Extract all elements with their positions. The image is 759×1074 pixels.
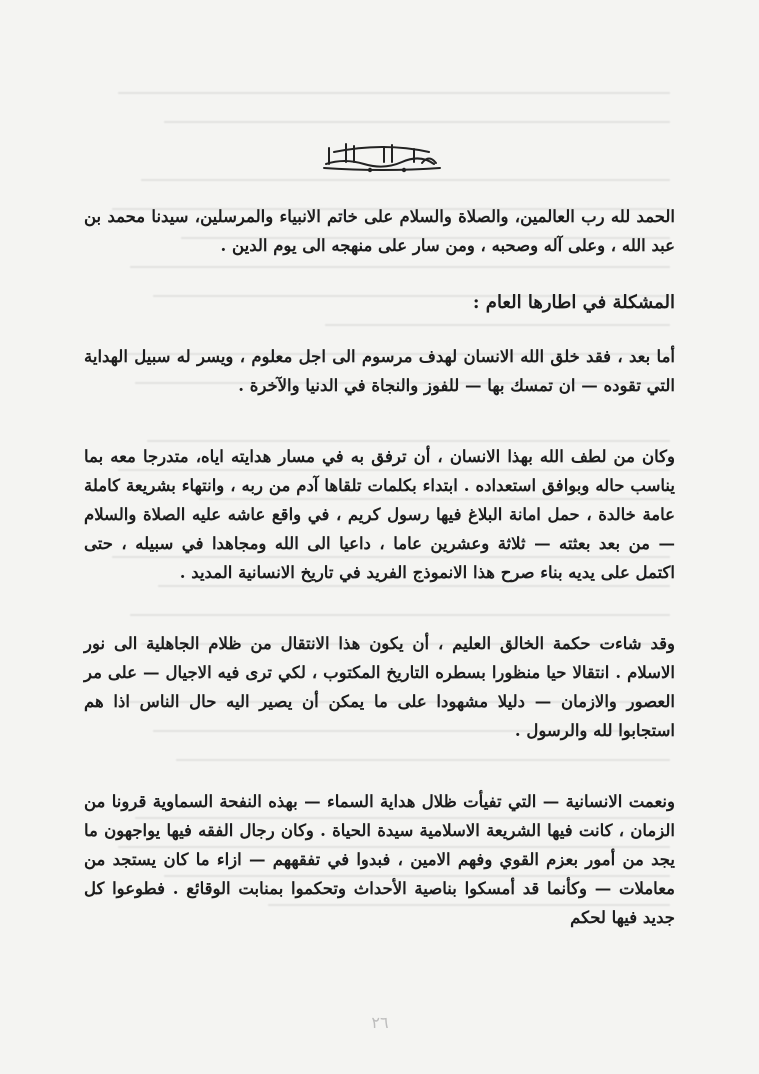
- page-text: [84, 140, 675, 960]
- paragraph-guidance: وكان من لطف الله بهذا الانسان ، أن ترفق به في مسار هدايته اياه، متدرجا معه بما يناسب حاله وبوافق استعداده . ابتداء بكلمات تلقاها آدم من ربه ، وانتهاء بشريعة كاملة عامة خالدة ، حمل امانة البلاغ فيها رسول كريم ، في واقع عاشه عليه الصلاة والسلام — من بعد بعثته — ثلاثة وعشرين عاما ، داعيا الى الله ومجاهدا في سبيله ، حتى اكتمل على يديه بناء صرح هذا الانموذج الفريد في تاريخ الانسانية المديد .: [84, 447, 675, 582]
- section-heading: المشكلة في اطارها العام :: [472, 292, 675, 313]
- svg-text:٢٦: ٢٦: [371, 1013, 389, 1032]
- paragraph-opening: الحمد لله رب العالمين، والصلاة والسلام على خاتم الانبياء والمرسلين، سيدنا محمد بن عبد الله ، وعلى آله وصحبه ، ومن سار على منهجه الى يوم الدين .: [84, 207, 675, 255]
- basmala-text: بسم الله الرحمن الرحيم: [374, 162, 386, 163]
- page-number-faint: [360, 1010, 400, 1034]
- paragraph-sharia: ونعمت الانسانية — التي تفيأت ظلال هداية السماء — بهذه النفحة السماوية قرونا من الزمان ، كانت فيها الشريعة الاسلامية سيدة الحياة . وكان رجال الفقه فيها يواجهون ما يجد من أمور بعزم القوي وفهم الامين ، فبدوا في تفقههم — ازاء ما كان يستجد من معاملات — وكأنما قد أمسكوا بناصية الأحداث وتحكموا بمنابت الوقائع . فطوعوا كل جديد فيها لحكم: [84, 792, 675, 927]
- basmala-calligraphy: [84, 140, 675, 174]
- paragraph-intro: أما بعد ، فقد خلق الله الانسان لهدف مرسوم الى اجل معلوم ، ويسر له سبيل الهداية التي تقوده — ان تمسك بها — للفوز والنجاة في الدنيا والآخرة .: [84, 347, 675, 395]
- paragraph-transition: وقد شاءت حكمة الخالق العليم ، أن يكون هذا الانتقال من ظلام الجاهلية الى نور الاسلام . انتقالا حيا منظورا بسطره التاريخ المكتوب ، لكي ترى فيه الاجيال — على مر العصور والازمان — دليلا مشهودا على ما يمكن أن يصير اليه حال الناس اذا هم استجابوا لله والرسول .: [84, 634, 675, 740]
